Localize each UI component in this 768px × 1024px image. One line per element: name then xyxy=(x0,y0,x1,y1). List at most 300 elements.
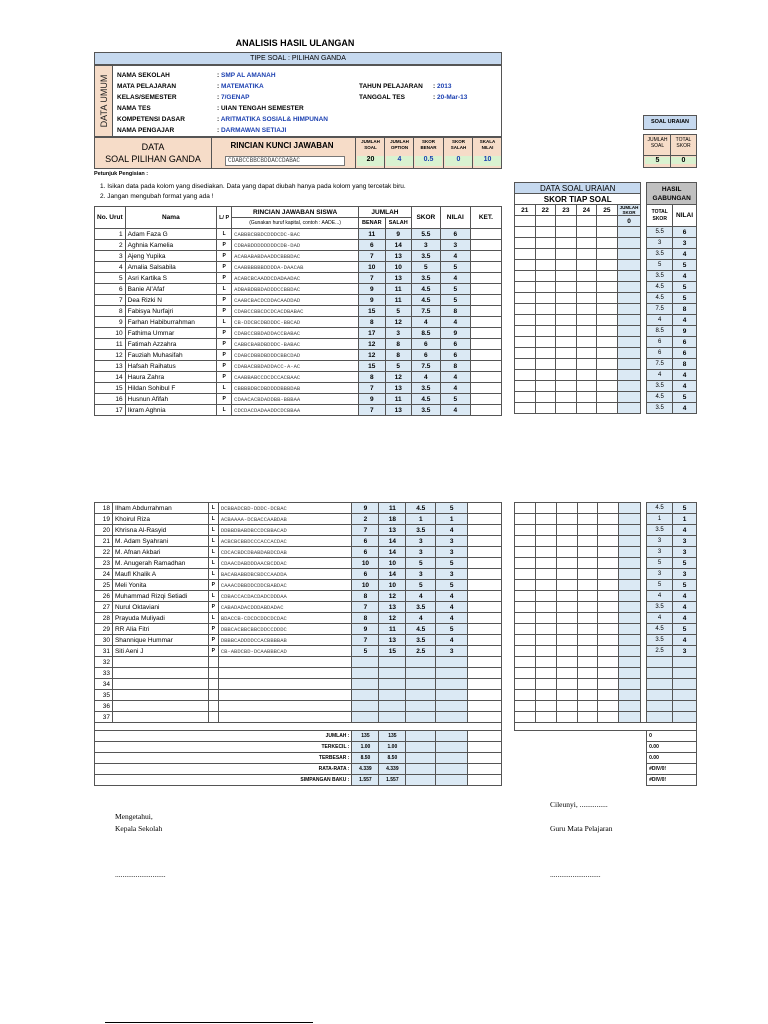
student-name[interactable]: Haura Zahra xyxy=(125,372,216,383)
essay-score-cell[interactable] xyxy=(598,646,619,657)
essay-score-cell[interactable] xyxy=(576,227,597,238)
student-lp[interactable] xyxy=(208,690,218,701)
student-name[interactable]: Dea Rizki N xyxy=(125,295,216,306)
essay-score-cell[interactable] xyxy=(598,558,619,569)
ket-value[interactable] xyxy=(470,262,501,273)
student-lp[interactable]: L xyxy=(217,405,232,416)
essay-score-cell[interactable] xyxy=(577,547,598,558)
essay-score-cell[interactable] xyxy=(515,569,536,580)
essay-score-cell[interactable] xyxy=(556,712,577,723)
ket-value[interactable] xyxy=(468,657,502,668)
student-name[interactable]: M. Afnan Akbari xyxy=(112,547,208,558)
essay-score-cell[interactable] xyxy=(598,613,619,624)
student-lp[interactable]: P xyxy=(217,339,232,350)
essay-score-cell[interactable] xyxy=(598,536,619,547)
ket-value[interactable] xyxy=(468,701,502,712)
essay-score-cell[interactable] xyxy=(515,348,536,359)
ket-value[interactable] xyxy=(470,295,501,306)
essay-score-cell[interactable] xyxy=(576,381,597,392)
ket-value[interactable] xyxy=(470,339,501,350)
student-name[interactable]: Fauziah Muhasifah xyxy=(125,350,216,361)
essay-score-cell[interactable] xyxy=(577,624,598,635)
essay-score-cell[interactable] xyxy=(515,260,536,271)
essay-score-cell[interactable] xyxy=(598,503,619,514)
essay-score-cell[interactable] xyxy=(556,624,577,635)
ket-value[interactable] xyxy=(468,679,502,690)
student-lp[interactable] xyxy=(208,657,218,668)
essay-score-cell[interactable] xyxy=(556,602,577,613)
student-lp[interactable]: L xyxy=(217,229,232,240)
essay-score-cell[interactable] xyxy=(598,602,619,613)
tahun-value[interactable]: 2013 xyxy=(436,83,452,90)
student-answers[interactable] xyxy=(218,679,352,690)
student-name[interactable]: Khrisna Al-Rasyid xyxy=(112,525,208,536)
info-value[interactable]: SMP AL AMANAH xyxy=(220,72,276,79)
student-name[interactable]: M. Anugerah Ramadhan xyxy=(112,558,208,569)
essay-score-cell[interactable] xyxy=(598,591,619,602)
essay-score-cell[interactable] xyxy=(515,591,536,602)
ket-value[interactable] xyxy=(468,591,502,602)
student-lp[interactable]: P xyxy=(217,262,232,273)
student-lp[interactable]: P xyxy=(217,372,232,383)
info-value[interactable]: MATEMATIKA xyxy=(220,83,264,90)
student-answers[interactable]: CABBBCBBDCDDDCDC-BAC xyxy=(232,229,359,240)
essay-score-cell[interactable] xyxy=(556,503,577,514)
essay-score-cell[interactable] xyxy=(515,558,536,569)
student-name[interactable]: Nurul Oktaviani xyxy=(112,602,208,613)
essay-score-cell[interactable] xyxy=(576,271,597,282)
essay-score-cell[interactable] xyxy=(576,359,597,370)
student-answers[interactable] xyxy=(218,701,352,712)
student-answers[interactable]: BDACCB-CDCDCDDCDCDAC xyxy=(218,613,352,624)
essay-score-cell[interactable] xyxy=(598,701,619,712)
essay-score-cell[interactable] xyxy=(535,293,556,304)
data-box-value[interactable]: 0.5 xyxy=(415,156,442,166)
essay-score-cell[interactable] xyxy=(577,536,598,547)
kunci-value[interactable]: CDABCCBBCBDDACCDABAC xyxy=(225,156,345,166)
student-answers[interactable]: CDAACDABDDDAACBCDDAC xyxy=(218,558,352,569)
ket-value[interactable] xyxy=(470,372,501,383)
essay-score-cell[interactable] xyxy=(515,690,536,701)
essay-score-cell[interactable] xyxy=(556,679,577,690)
essay-score-cell[interactable] xyxy=(576,293,597,304)
ket-value[interactable] xyxy=(468,514,502,525)
essay-score-cell[interactable] xyxy=(515,646,536,657)
essay-score-cell[interactable] xyxy=(515,503,536,514)
essay-score-cell[interactable] xyxy=(515,227,536,238)
essay-score-cell[interactable] xyxy=(556,525,577,536)
essay-score-cell[interactable] xyxy=(535,558,556,569)
essay-score-cell[interactable] xyxy=(577,701,598,712)
student-name[interactable]: Prayuda Muliyadi xyxy=(112,613,208,624)
essay-score-cell[interactable] xyxy=(515,712,536,723)
student-name[interactable]: RR Alia Fitri xyxy=(112,624,208,635)
essay-score-cell[interactable] xyxy=(515,580,536,591)
student-answers[interactable]: CAABBABCCDCDCCACBAAC xyxy=(232,372,359,383)
essay-score-cell[interactable] xyxy=(577,635,598,646)
essay-score-cell[interactable] xyxy=(535,503,556,514)
ket-value[interactable] xyxy=(470,361,501,372)
essay-score-cell[interactable] xyxy=(515,635,536,646)
student-lp[interactable]: L xyxy=(208,558,218,569)
essay-score-cell[interactable] xyxy=(515,525,536,536)
essay-score-cell[interactable] xyxy=(535,348,556,359)
student-lp[interactable]: L xyxy=(217,317,232,328)
essay-score-cell[interactable] xyxy=(576,238,597,249)
student-name[interactable]: Adam Faza G xyxy=(125,229,216,240)
essay-score-cell[interactable] xyxy=(535,602,556,613)
essay-score-cell[interactable] xyxy=(535,525,556,536)
essay-score-cell[interactable] xyxy=(598,547,619,558)
essay-score-cell[interactable] xyxy=(535,403,556,414)
essay-score-cell[interactable] xyxy=(556,238,577,249)
student-name[interactable]: Farhan Habiburrahman xyxy=(125,317,216,328)
ket-value[interactable] xyxy=(470,405,501,416)
essay-score-cell[interactable] xyxy=(556,326,577,337)
essay-score-cell[interactable] xyxy=(597,293,618,304)
ket-value[interactable] xyxy=(470,328,501,339)
student-answers[interactable]: CABADADACDDDABDADAC xyxy=(218,602,352,613)
essay-score-cell[interactable] xyxy=(515,679,536,690)
essay-score-cell[interactable] xyxy=(535,337,556,348)
student-answers[interactable]: CAABCBACDCDDACAADDAD xyxy=(232,295,359,306)
student-answers[interactable]: CDAACACBDADDBB-BBBAA xyxy=(232,394,359,405)
student-lp[interactable]: P xyxy=(208,580,218,591)
essay-score-cell[interactable] xyxy=(556,514,577,525)
info-value[interactable]: DARMAWAN SETIAJI xyxy=(220,127,287,134)
essay-score-cell[interactable] xyxy=(535,238,556,249)
essay-score-cell[interactable] xyxy=(535,315,556,326)
essay-score-cell[interactable] xyxy=(576,304,597,315)
ket-value[interactable] xyxy=(470,350,501,361)
student-answers[interactable]: CDABCCBBCDCDCACDBABAC xyxy=(232,306,359,317)
essay-score-cell[interactable] xyxy=(515,381,536,392)
essay-score-cell[interactable] xyxy=(598,690,619,701)
student-lp[interactable] xyxy=(208,668,218,679)
essay-score-cell[interactable] xyxy=(556,580,577,591)
ket-value[interactable] xyxy=(468,668,502,679)
essay-score-cell[interactable] xyxy=(576,370,597,381)
ket-value[interactable] xyxy=(470,273,501,284)
student-name[interactable]: Ajeng Yupika xyxy=(125,251,216,262)
essay-score-cell[interactable] xyxy=(535,249,556,260)
essay-score-cell[interactable] xyxy=(515,359,536,370)
essay-score-cell[interactable] xyxy=(515,602,536,613)
essay-score-cell[interactable] xyxy=(535,304,556,315)
info-value[interactable]: ARITMATIKA SOSIAL& HIMPUNAN xyxy=(220,116,328,123)
student-name[interactable]: Muhammad Rizqi Setiadi xyxy=(112,591,208,602)
data-box-value[interactable]: 4 xyxy=(386,156,413,166)
student-name[interactable]: Meli Yonita xyxy=(112,580,208,591)
essay-score-cell[interactable] xyxy=(556,547,577,558)
essay-score-cell[interactable] xyxy=(577,503,598,514)
essay-score-cell[interactable] xyxy=(556,304,577,315)
essay-score-cell[interactable] xyxy=(515,403,536,414)
essay-score-cell[interactable] xyxy=(556,701,577,712)
student-answers[interactable]: CDABCCBBDADDACCBABAC xyxy=(232,328,359,339)
essay-score-cell[interactable] xyxy=(535,370,556,381)
student-answers[interactable]: CAABBBBBBDDDDA-DAACAB xyxy=(232,262,359,273)
essay-score-cell[interactable] xyxy=(577,580,598,591)
essay-score-cell[interactable] xyxy=(577,602,598,613)
ket-value[interactable] xyxy=(470,284,501,295)
ket-value[interactable] xyxy=(470,306,501,317)
student-lp[interactable]: P xyxy=(217,328,232,339)
student-name[interactable]: Fabisya Nurfajri xyxy=(125,306,216,317)
essay-score-cell[interactable] xyxy=(576,260,597,271)
student-name[interactable] xyxy=(112,712,208,723)
essay-score-cell[interactable] xyxy=(556,315,577,326)
essay-score-cell[interactable] xyxy=(556,337,577,348)
ket-value[interactable] xyxy=(468,602,502,613)
essay-score-cell[interactable] xyxy=(576,337,597,348)
ket-value[interactable] xyxy=(468,525,502,536)
essay-score-cell[interactable] xyxy=(597,227,618,238)
essay-score-cell[interactable] xyxy=(535,679,556,690)
student-name[interactable] xyxy=(112,679,208,690)
essay-score-cell[interactable] xyxy=(556,282,577,293)
student-answers[interactable] xyxy=(218,657,352,668)
ket-value[interactable] xyxy=(470,229,501,240)
essay-score-cell[interactable] xyxy=(577,646,598,657)
essay-score-cell[interactable] xyxy=(515,238,536,249)
essay-score-cell[interactable] xyxy=(535,514,556,525)
student-answers[interactable]: ACABABABDAADDCBBBDAC xyxy=(232,251,359,262)
essay-score-cell[interactable] xyxy=(535,613,556,624)
essay-score-cell[interactable] xyxy=(577,679,598,690)
data-box-value[interactable]: 0 xyxy=(445,156,472,166)
student-answers[interactable]: CDCDACDADAADDCDCBBAA xyxy=(232,405,359,416)
essay-score-cell[interactable] xyxy=(556,668,577,679)
essay-score-cell[interactable] xyxy=(535,260,556,271)
essay-score-cell[interactable] xyxy=(598,657,619,668)
essay-score-cell[interactable] xyxy=(535,227,556,238)
essay-score-cell[interactable] xyxy=(577,668,598,679)
essay-score-cell[interactable] xyxy=(598,679,619,690)
student-lp[interactable]: P xyxy=(217,240,232,251)
student-answers[interactable]: CDBACCACDACDADCDDDAA xyxy=(218,591,352,602)
essay-score-cell[interactable] xyxy=(535,690,556,701)
ket-value[interactable] xyxy=(470,251,501,262)
student-lp[interactable]: P xyxy=(217,295,232,306)
essay-score-cell[interactable] xyxy=(556,569,577,580)
student-lp[interactable]: L xyxy=(208,569,218,580)
essay-score-cell[interactable] xyxy=(597,392,618,403)
student-lp[interactable]: P xyxy=(217,251,232,262)
student-name[interactable]: Banie Al'Afaf xyxy=(125,284,216,295)
essay-score-cell[interactable] xyxy=(535,635,556,646)
student-answers[interactable]: ACBCBCBBDCCCACCACDAC xyxy=(218,536,352,547)
essay-score-cell[interactable] xyxy=(556,271,577,282)
student-answers[interactable]: CBBBBDBCDBDDDDBBBDAB xyxy=(232,383,359,394)
essay-score-cell[interactable] xyxy=(535,569,556,580)
essay-score-cell[interactable] xyxy=(577,591,598,602)
essay-score-cell[interactable] xyxy=(535,580,556,591)
essay-score-cell[interactable] xyxy=(515,547,536,558)
student-answers[interactable]: ADBABDBBDADDDCCBBDAC xyxy=(232,284,359,295)
essay-score-cell[interactable] xyxy=(515,392,536,403)
essay-score-cell[interactable] xyxy=(515,304,536,315)
essay-score-cell[interactable] xyxy=(597,359,618,370)
essay-score-cell[interactable] xyxy=(556,646,577,657)
essay-score-cell[interactable] xyxy=(515,293,536,304)
essay-score-cell[interactable] xyxy=(515,514,536,525)
essay-score-cell[interactable] xyxy=(515,249,536,260)
ket-value[interactable] xyxy=(468,569,502,580)
essay-score-cell[interactable] xyxy=(577,569,598,580)
essay-score-cell[interactable] xyxy=(515,613,536,624)
student-name[interactable]: Shannique Hummar xyxy=(112,635,208,646)
student-lp[interactable]: L xyxy=(208,536,218,547)
student-name[interactable] xyxy=(112,690,208,701)
student-answers[interactable]: CDCACBDCDBABDABDCDAB xyxy=(218,547,352,558)
essay-score-cell[interactable] xyxy=(597,304,618,315)
student-answers[interactable] xyxy=(218,668,352,679)
student-answers[interactable]: DDBBDBABDBCCDCBBACAD xyxy=(218,525,352,536)
essay-score-cell[interactable] xyxy=(535,657,556,668)
student-lp[interactable]: P xyxy=(217,394,232,405)
student-lp[interactable]: P xyxy=(217,361,232,372)
student-answers[interactable]: CDABCDBBDBDDDCBBCDAD xyxy=(232,350,359,361)
student-name[interactable] xyxy=(112,657,208,668)
student-lp[interactable]: P xyxy=(217,350,232,361)
student-answers[interactable]: ACBAAAA-DCBACCAABDAB xyxy=(218,514,352,525)
essay-score-cell[interactable] xyxy=(597,238,618,249)
student-lp[interactable]: L xyxy=(208,547,218,558)
essay-score-cell[interactable] xyxy=(597,315,618,326)
essay-score-cell[interactable] xyxy=(598,514,619,525)
essay-score-cell[interactable] xyxy=(535,624,556,635)
essay-score-cell[interactable] xyxy=(556,249,577,260)
student-lp[interactable]: L xyxy=(208,503,218,514)
student-lp[interactable]: P xyxy=(208,646,218,657)
info-value[interactable]: 7/GENAP xyxy=(220,94,250,101)
student-answers[interactable]: CB-ABDCBD-DCAABBBCAD xyxy=(218,646,352,657)
student-name[interactable]: Asri Kartika S xyxy=(125,273,216,284)
essay-score-cell[interactable] xyxy=(515,315,536,326)
ket-value[interactable] xyxy=(470,383,501,394)
student-lp[interactable]: P xyxy=(217,306,232,317)
essay-score-cell[interactable] xyxy=(598,635,619,646)
ket-value[interactable] xyxy=(468,558,502,569)
essay-score-cell[interactable] xyxy=(535,536,556,547)
essay-score-cell[interactable] xyxy=(556,381,577,392)
essay-score-cell[interactable] xyxy=(535,646,556,657)
student-name[interactable]: Maufl Khalik A xyxy=(112,569,208,580)
essay-score-cell[interactable] xyxy=(577,657,598,668)
essay-score-cell[interactable] xyxy=(556,392,577,403)
essay-score-cell[interactable] xyxy=(556,613,577,624)
essay-score-cell[interactable] xyxy=(556,591,577,602)
student-lp[interactable]: P xyxy=(208,635,218,646)
essay-score-cell[interactable] xyxy=(556,293,577,304)
essay-score-cell[interactable] xyxy=(576,348,597,359)
essay-score-cell[interactable] xyxy=(535,326,556,337)
student-lp[interactable]: L xyxy=(208,591,218,602)
essay-score-cell[interactable] xyxy=(535,712,556,723)
essay-score-cell[interactable] xyxy=(535,381,556,392)
essay-score-cell[interactable] xyxy=(597,282,618,293)
student-answers[interactable]: ACABCBCAADDCDADAADAC xyxy=(232,273,359,284)
ket-value[interactable] xyxy=(468,503,502,514)
student-answers[interactable] xyxy=(218,690,352,701)
student-name[interactable]: Ilham Abdurrahman xyxy=(112,503,208,514)
essay-score-cell[interactable] xyxy=(577,525,598,536)
essay-score-cell[interactable] xyxy=(535,392,556,403)
ket-value[interactable] xyxy=(468,580,502,591)
essay-score-cell[interactable] xyxy=(556,260,577,271)
student-answers[interactable]: CAAACDBBDDCDDCBABDAC xyxy=(218,580,352,591)
essay-score-cell[interactable] xyxy=(515,337,536,348)
essay-score-cell[interactable] xyxy=(598,569,619,580)
essay-score-cell[interactable] xyxy=(577,514,598,525)
essay-score-cell[interactable] xyxy=(577,712,598,723)
student-lp[interactable]: P xyxy=(208,602,218,613)
ket-value[interactable] xyxy=(468,690,502,701)
student-lp[interactable]: L xyxy=(217,383,232,394)
essay-score-cell[interactable] xyxy=(556,690,577,701)
essay-score-cell[interactable] xyxy=(556,635,577,646)
ket-value[interactable] xyxy=(468,646,502,657)
essay-score-cell[interactable] xyxy=(535,282,556,293)
ket-value[interactable] xyxy=(468,547,502,558)
ket-value[interactable] xyxy=(470,240,501,251)
essay-score-cell[interactable] xyxy=(535,591,556,602)
essay-score-cell[interactable] xyxy=(597,403,618,414)
essay-score-cell[interactable] xyxy=(597,348,618,359)
essay-score-cell[interactable] xyxy=(577,613,598,624)
student-name[interactable] xyxy=(112,701,208,712)
essay-score-cell[interactable] xyxy=(535,359,556,370)
essay-score-cell[interactable] xyxy=(515,657,536,668)
essay-score-cell[interactable] xyxy=(535,668,556,679)
student-lp[interactable]: P xyxy=(217,273,232,284)
student-answers[interactable]: CDBABDDDDDDDDCDB-DAD xyxy=(232,240,359,251)
essay-score-cell[interactable] xyxy=(598,668,619,679)
essay-score-cell[interactable] xyxy=(556,536,577,547)
tanggal-value[interactable]: 20-Mar-13 xyxy=(436,94,468,101)
essay-score-cell[interactable] xyxy=(515,271,536,282)
ket-value[interactable] xyxy=(468,624,502,635)
student-name[interactable]: Hildan Sohibul F xyxy=(125,383,216,394)
essay-score-cell[interactable] xyxy=(576,392,597,403)
essay-score-cell[interactable] xyxy=(556,348,577,359)
essay-score-cell[interactable] xyxy=(556,657,577,668)
student-answers[interactable]: DBBBCADDDDCCACBBBBAB xyxy=(218,635,352,646)
essay-score-cell[interactable] xyxy=(515,282,536,293)
student-lp[interactable] xyxy=(208,701,218,712)
essay-score-cell[interactable] xyxy=(576,249,597,260)
essay-score-cell[interactable] xyxy=(515,668,536,679)
essay-score-cell[interactable] xyxy=(598,712,619,723)
student-answers[interactable]: BACABABBDBCBDCCAADDA xyxy=(218,569,352,580)
student-answers[interactable]: CABBCBABDBDDDC-BABAC xyxy=(232,339,359,350)
essay-score-cell[interactable] xyxy=(597,370,618,381)
student-lp[interactable]: L xyxy=(217,284,232,295)
student-answers[interactable]: DCBBADCBD-DDDC-DCBAC xyxy=(218,503,352,514)
essay-score-cell[interactable] xyxy=(556,227,577,238)
essay-score-cell[interactable] xyxy=(597,381,618,392)
essay-score-cell[interactable] xyxy=(577,690,598,701)
essay-score-cell[interactable] xyxy=(598,624,619,635)
student-name[interactable]: Fathima Ummar xyxy=(125,328,216,339)
student-lp[interactable]: P xyxy=(208,624,218,635)
essay-score-cell[interactable] xyxy=(597,249,618,260)
ket-value[interactable] xyxy=(468,712,502,723)
data-box-value[interactable]: 10 xyxy=(474,156,501,166)
essay-score-cell[interactable] xyxy=(598,525,619,536)
essay-score-cell[interactable] xyxy=(598,580,619,591)
